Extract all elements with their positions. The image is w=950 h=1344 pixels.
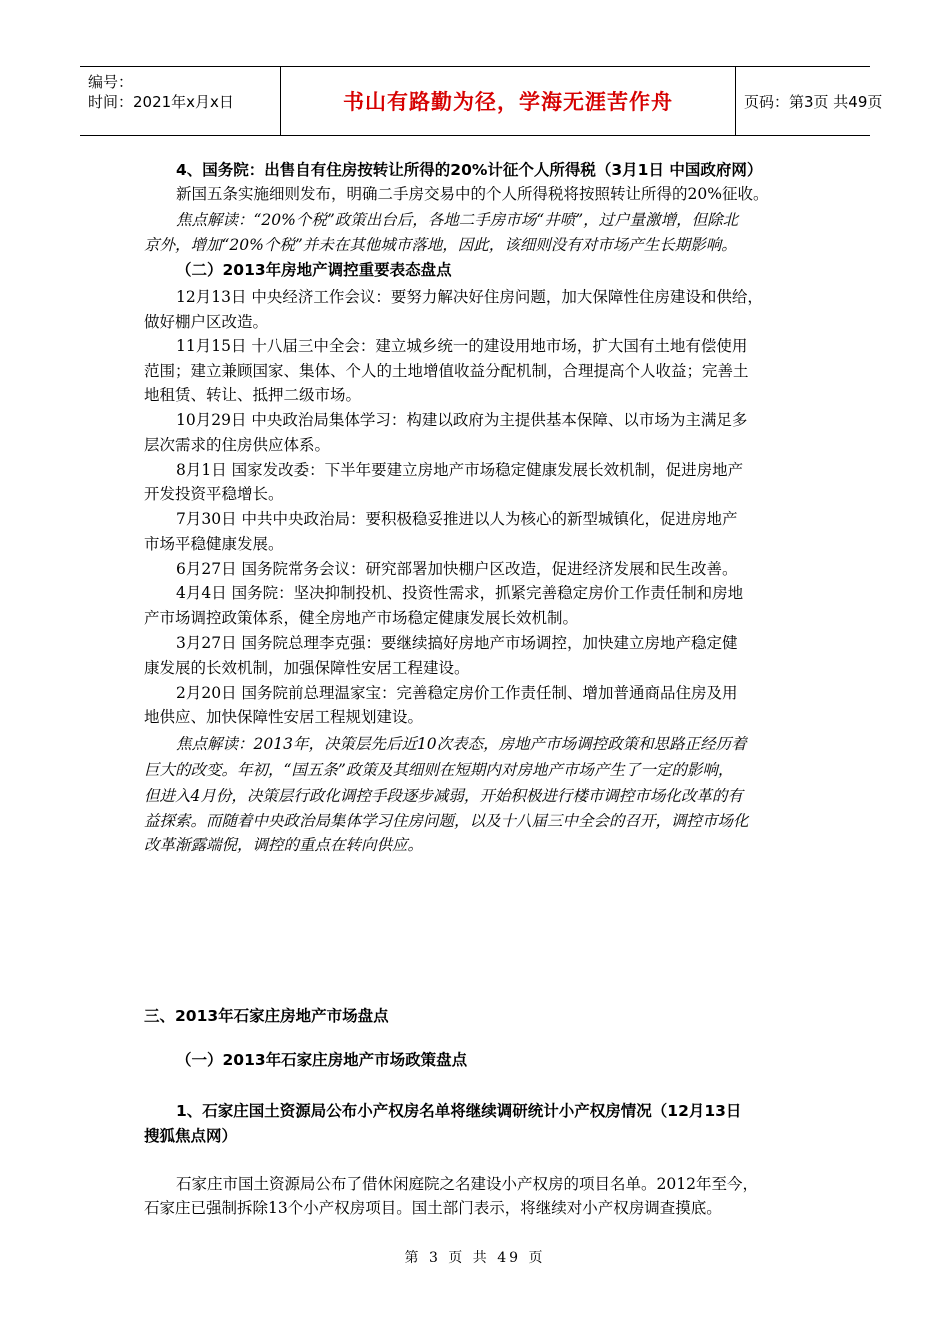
page-footer: 第 3 页 共 49 页 — [404, 1250, 546, 1266]
paragraph-line: 10月29日 中央政治局集体学习：构建以政府为主提供基本保障、以市场为主满足多 — [176, 411, 748, 429]
paragraph-line: 市场平稳健康发展。 — [144, 535, 284, 553]
paragraph-line: 7月30日 中共中央政治局：要积极稳妥推进以人为核心的新型城镇化，促进房地产 — [176, 510, 738, 528]
focus-commentary-line: 改革渐露端倪，调控的重点在转向供应。 — [144, 836, 424, 854]
paragraph-line: 康发展的长效机制，加强保障性安居工程建设。 — [144, 659, 470, 677]
policy-heading-4: 4、国务院：出售自有住房按转让所得的20%计征个人所得税（3月1日 中国政府网） — [176, 161, 763, 179]
paragraph-line: 地供应、加快保障性安居工程规划建设。 — [144, 708, 424, 726]
document-date-label: 时间：2021年x月x日 — [88, 93, 234, 111]
paragraph-line: 石家庄市国土资源局公布了借休闲庭院之名建设小产权房的项目名单。2012年至今， — [176, 1175, 758, 1193]
focus-commentary-line: 焦点解读：“20%个税”政策出台后，各地二手房市场“井喷”，过户量激增，但除北 — [176, 211, 739, 229]
paragraph-line: 开发投资平稳增长。 — [144, 485, 284, 503]
paragraph-line: 层次需求的住房供应体系。 — [144, 436, 331, 454]
focus-commentary-line: 焦点解读：2013年，决策层先后近10次表态，房地产市场调控政策和思路正经历着 — [176, 735, 747, 753]
paragraph-line: 8月1日 国家发改委：下半年要建立房地产市场稳定健康发展长效机制，促进房地产 — [176, 461, 744, 479]
paragraph-line: 做好棚户区改造。 — [144, 313, 269, 331]
paragraph-line: 石家庄已强制拆除13个小产权房项目。国土部门表示，将继续对小产权房调查摸底。 — [144, 1199, 722, 1217]
paragraph-line: 3月27日 国务院总理李克强：要继续搞好房地产市场调控，加快建立房地产稳定健 — [176, 634, 738, 652]
policy-heading-1: 1、石家庄国土资源局公布小产权房名单将继续调研统计小产权房情况（12月13日 — [176, 1102, 742, 1120]
policy-heading-1-cont: 搜狐焦点网） — [144, 1127, 238, 1145]
paragraph-line: 范围；建立兼顾国家、集体、个人的土地增值收益分配机制，合理提高个人收益；完善土 — [144, 362, 749, 380]
paragraph-line: 地租赁、转让、抵押二级市场。 — [144, 386, 362, 404]
paragraph-line: 6月27日 国务院常务会议：研究部署加快棚户区改造，促进经济发展和民生改善。 — [176, 560, 738, 578]
paragraph-line: 新国五条实施细则发布，明确二手房交易中的个人所得税将按照转让所得的20%征收。 — [176, 185, 769, 203]
header-meta-cell — [80, 67, 280, 135]
paragraph-line: 2月20日 国务院前总理温家宝：完善稳定房价工作责任制、增加普通商品住房及用 — [176, 684, 738, 702]
section-subheading: （二）2013年房地产调控重要表态盘点 — [176, 261, 452, 279]
header-motto-cell — [280, 67, 736, 135]
document-header — [80, 66, 883, 136]
focus-commentary-line: 巨大的改变。年初，“国五条”政策及其细则在短期内对房地产市场产生了一定的影响， — [144, 761, 734, 779]
focus-commentary-line: 京外，增加“20%个税”并未在其他城市落地，因此，该细则没有对市场产生长期影响。 — [144, 236, 737, 254]
header-page-label: 页码：第3页 共49页 — [744, 92, 883, 111]
section-heading: 三、2013年石家庄房地产市场盘点 — [144, 1007, 389, 1025]
section-subheading: （一）2013年石家庄房地产市场政策盘点 — [176, 1051, 468, 1069]
focus-commentary-line: 但进入4月份，决策层行政化调控手段逐步减弱，开始积极进行楼市调控市场化改革的有 — [144, 787, 743, 805]
focus-commentary-line: 益探索。而随着中央政治局集体学习住房问题，以及十八届三中全会的召开，调控市场化 — [144, 812, 749, 830]
paragraph-line: 11月15日 十八届三中全会：建立城乡统一的建设用地市场，扩大国有土地有偿使用 — [176, 337, 748, 355]
paragraph-line: 12月13日 中央经济工作会议：要努力解决好住房问题，加大保障性住房建设和供给， — [176, 288, 763, 306]
paragraph-line: 产市场调控政策体系，健全房地产市场稳定健康发展长效机制。 — [144, 609, 579, 627]
header-motto: 书山有路勤为径，学海无涯苦作舟 — [343, 90, 673, 114]
paragraph-line: 4月4日 国务院：坚决抑制投机、投资性需求，抓紧完善稳定房价工作责任制和房地 — [176, 584, 744, 602]
header-page-cell — [734, 67, 883, 135]
document-number-label: 编号： — [88, 73, 134, 91]
